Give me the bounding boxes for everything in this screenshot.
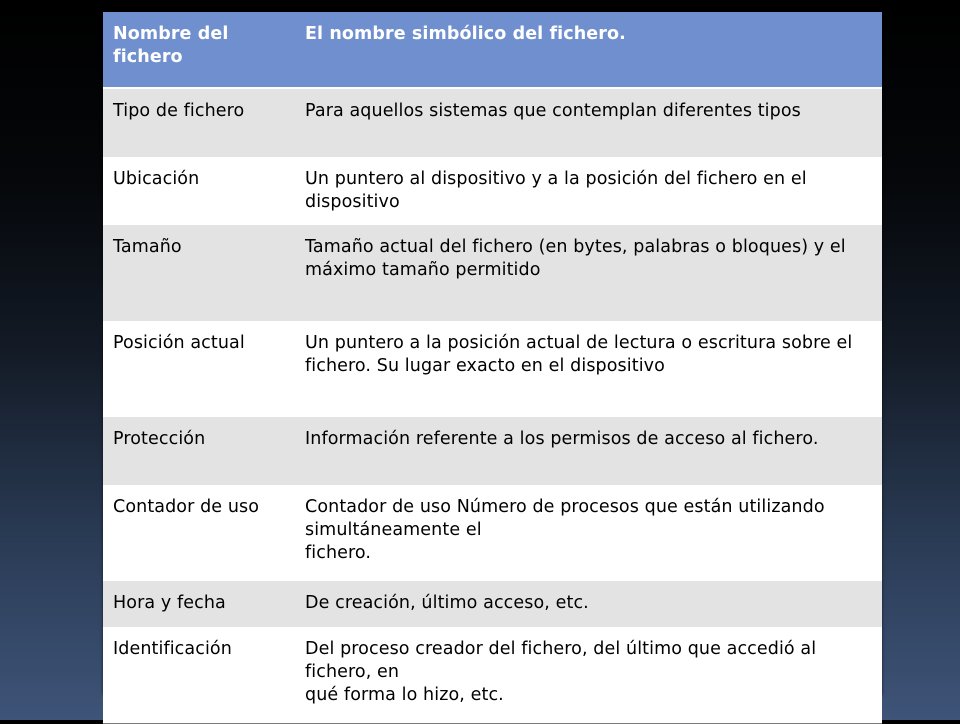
row-label: Tamaño [103, 225, 299, 321]
table-row [103, 321, 882, 417]
table-header-row [103, 12, 882, 88]
row-description: Tamaño actual del fichero (en bytes, palabras o bloques) y el máximo tamaño permitido [299, 225, 882, 321]
table-row [103, 88, 882, 157]
row-description: Para aquellos sistemas que contemplan diferentes tipos [299, 88, 882, 157]
row-label: Tipo de fichero [103, 88, 299, 157]
table-row [103, 417, 882, 485]
row-description: Información referente a los permisos de acceso al fichero. [299, 417, 882, 485]
header-cell-description: El nombre simbólico del fichero. [299, 12, 882, 88]
row-label: Protección [103, 417, 299, 485]
table-row [103, 225, 882, 321]
row-label: Identificación [103, 627, 299, 724]
table-row [103, 627, 882, 724]
row-description: Contador de uso Número de procesos que están utilizando simultáneamente el fichero. [299, 485, 882, 581]
row-description: De creación, último acceso, etc. [299, 581, 882, 627]
row-description: Un puntero a la posición actual de lectura o escritura sobre el fichero. Su lugar exacto en el dispositivo [299, 321, 882, 417]
header-cell-name: Nombre del fichero [103, 12, 299, 88]
row-label: Contador de uso [103, 485, 299, 581]
row-label: Ubicación [103, 157, 299, 225]
table-row [103, 485, 882, 581]
table-row [103, 157, 882, 225]
row-label: Hora y fecha [103, 581, 299, 627]
row-label: Posición actual [103, 321, 299, 417]
table-row [103, 581, 882, 627]
row-description: Del proceso creador del fichero, del último que accedió al fichero, en qué forma lo hizo, etc. [299, 627, 882, 724]
file-attributes-table [103, 12, 882, 705]
attributes-table [103, 12, 882, 724]
row-description: Un puntero al dispositivo y a la posición del fichero en el dispositivo [299, 157, 882, 225]
